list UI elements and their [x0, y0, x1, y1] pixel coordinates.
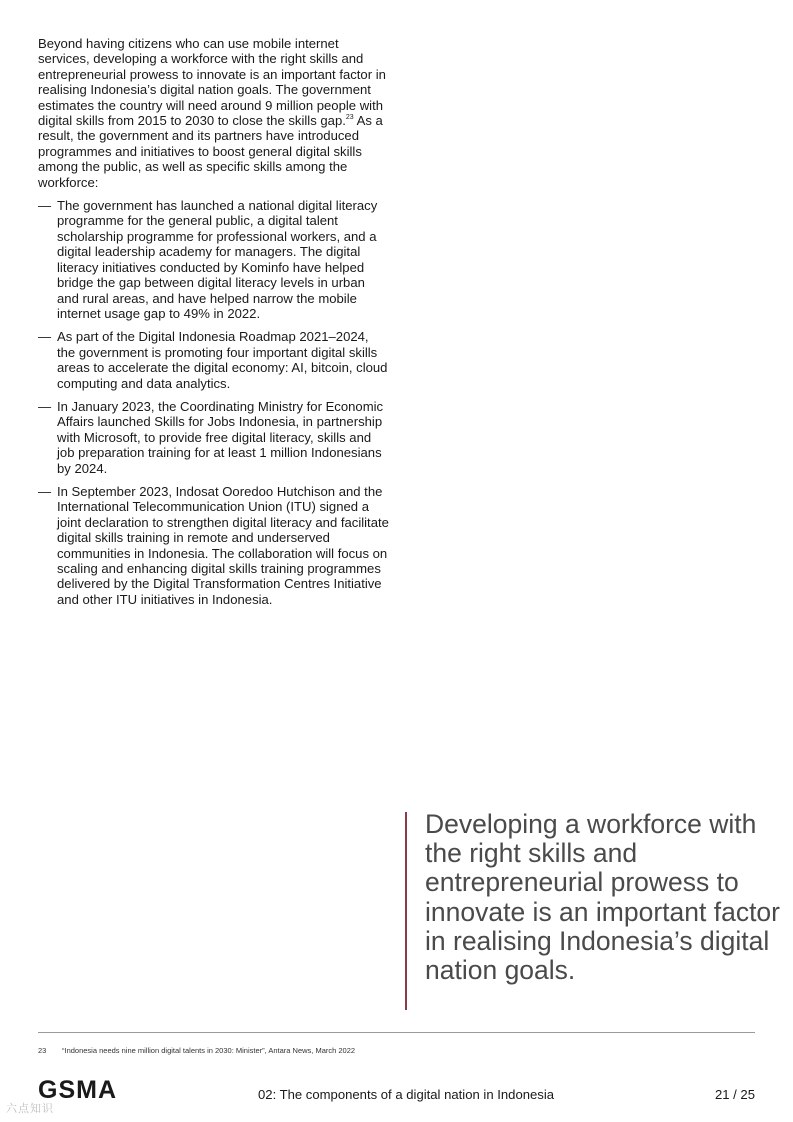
list-item [38, 399, 390, 476]
footnote-number: 23 [38, 1046, 47, 1055]
footnote-text: “Indonesia needs nine million digital talents in 2030: Minister”, Antara News, March 2022 [62, 1046, 356, 1055]
section-title: 02: The components of a digital nation in Indonesia [258, 1087, 555, 1102]
list-item-text: The government has launched a national digital literacy programme for the general public, a digital talent scholarship programme for professional workers, and a digital leadership academy for managers. The digital literacy initiatives conducted by Kominfo have helped bridge the gap between digital literacy levels in urban and rural areas, and have helped narrow the mobile internet usage gap to 49% in 2022. [57, 198, 378, 321]
intro-text: Beyond having citizens who can use mobile internet services, developing a workforce with the right skills and entrepreneurial prowess to innovate is an important factor in realising Indonesia’s digital nation goals. The government estimates the country will need around 9 million people with digital skills from 2015 to 2030 to close the skills gap. [38, 36, 386, 129]
list-item-text: In September 2023, Indosat Ooredoo Hutchison and the International Telecommunication Union (ITU) signed a joint declaration to strengthen digital literacy and facilitate digital skills training in remote and underserved communities in Indonesia. The collaboration will focus on scaling and enhancing digital skills training programmes delivered by the Digital Transformation Centres Initiative and other ITU initiatives in Indonesia. [57, 483, 389, 607]
watermark: 六点知识 [6, 1103, 54, 1115]
footnote-divider [38, 1032, 755, 1033]
footnote [38, 1046, 355, 1055]
dash-marker: — [38, 198, 52, 214]
initiatives-list [38, 198, 390, 607]
page-number: 21 / 25 [714, 1087, 755, 1102]
list-item [38, 329, 390, 391]
pullquote-accent-rule [405, 812, 407, 1010]
list-item [38, 198, 390, 321]
pullquote: Developing a workforce with the right skills and entrepreneurial prowess to innovate is an important factor in realising Indonesia’s digital nation goals. [425, 809, 780, 986]
list-item-text: In January 2023, the Coordinating Ministry for Economic Affairs launched Skills for Jobs Indonesia, in partnership with Microsoft, to provide free digital literacy, skills and job preparation training for at least 1 million Indonesians by 2024. [57, 398, 384, 476]
main-text-column [38, 36, 390, 615]
dash-marker: — [38, 329, 52, 345]
dash-marker: — [38, 483, 52, 499]
intro-paragraph [38, 36, 390, 190]
list-item-text: As part of the Digital Indonesia Roadmap 2021–2024, the government is promoting four important digital skills areas to accelerate the digital economy: AI, bitcoin, cloud computing and data analytics. [57, 329, 388, 391]
gsma-logo[interactable]: GSMA [38, 1076, 117, 1104]
list-item [38, 484, 390, 607]
footnote-reference[interactable]: 23 [345, 114, 354, 122]
dash-marker: — [38, 398, 52, 414]
intro-text-continued: As a result, the government and its partners have introduced programmes and initiatives to boost general digital skills among the public, as well as specific skills among the workforce: [38, 113, 383, 190]
